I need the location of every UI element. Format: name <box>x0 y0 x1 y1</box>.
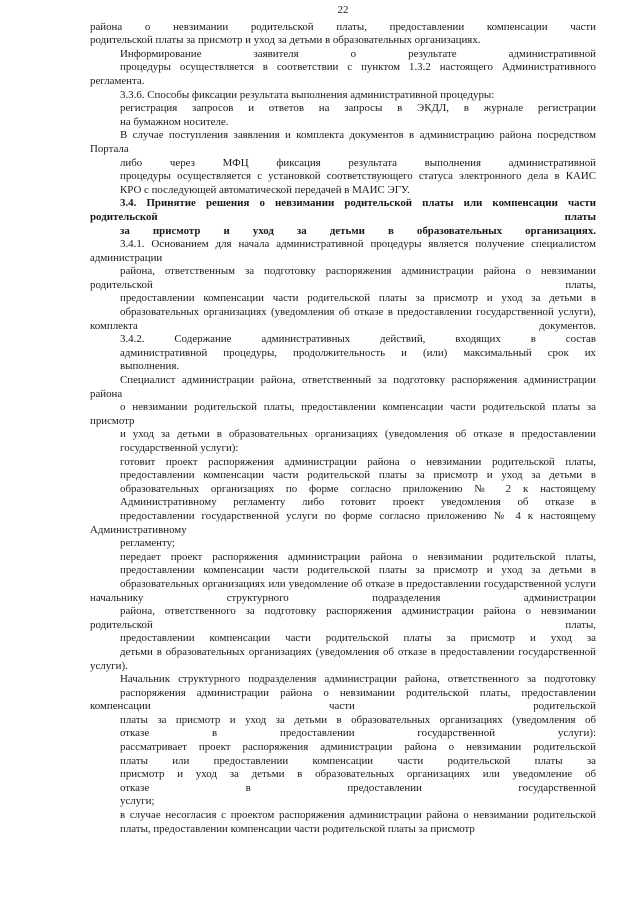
paragraph: готовит проект распоряжения администрации района о невзимании родительской платы, предоставлении компенсации части родительской платы за присмотр и уход за детьми в образовательных организациях по форме согласно приложению № 2 к настоящему Административному регламенту либо готовит проект уведомления об отказе в предоставлении государственной услуги по форме согласно приложению № 4 к настоящему Административному регламенту; <box>90 455 596 550</box>
paragraph: Специалист администрации района, ответственный за подготовку распоряжения администрации района о невзимании родительской платы, предоставлении компенсации части родительской платы за присмотр и уход за детьми в образовательных организациях (уведомления об отказе в предоставлении государственной услуги): <box>90 374 596 454</box>
paragraph: 3.4.2. Содержание административных действий, входящих в состав административной процедуры, продолжительность и (или) максимальный срок их выполнения. <box>120 333 596 373</box>
paragraph: В случае поступления заявления и комплекта документов в администрацию района посредством Портала либо через МФЦ фиксация результата выполнения административной процедуры осуществляется с установкой соответствующего статуса электронного дела в КАИС КРО с последующей автоматической передачей в МАИС ЭГУ. <box>90 129 596 196</box>
paragraph: 3.4. Принятие решения о невзимании родительской платы или компенсации части родительской платы за присмотр и уход за детьми в образовательных организациях. <box>90 197 596 237</box>
paragraph: Информирование заявителя о результате административной процедуры осуществляется в соответствии с пунктом 1.3.2 настоящего Административного регламента. <box>90 47 596 87</box>
paragraph: передает проект распоряжения администрации района о невзимании родительской платы, предоставлении компенсации части родительской платы за присмотр и уход за детьми в образовательных организациях или уведомление об отказе в предоставлении государственной услуги начальнику структурного подразделения администрации района, ответственного за подготовку распоряжения администрации района о невзимании родительской платы, предоставлении компенсации части родительской платы за присмотр и уход за детьми в образовательных организациях (уведомления об отказе в предоставлении государственной услуги). <box>90 550 596 672</box>
page-number: 22 <box>337 4 349 16</box>
document-page <box>90 4 596 836</box>
paragraph: рассматривает проект распоряжения администрации района о невзимании родительской платы или предоставлении компенсации части родительской платы за присмотр и уход за детьми в образовательных организациях или уведомление об отказе в предоставлении государственной услуги; <box>120 741 596 808</box>
paragraph: 3.3.6. Способы фиксации результата выполнения административной процедуры: <box>120 88 495 101</box>
paragraph: Начальник структурного подразделения администрации района, ответственного за подготовку распоряжения администрации района о невзимании родительской платы, предоставлении компенсации части родительской платы за присмотр и уход за детьми в образовательных организациях (уведомления об отказе в предоставлении государственной услуги): <box>90 673 596 740</box>
paragraph: в случае несогласия с проектом распоряжения администрации района о невзимании родительской платы, предоставлении компенсации части родительской платы за присмотр <box>120 809 596 835</box>
paragraph: района о невзимании родительской платы, предоставлении компенсации части родительской платы за присмотр и уход за детьми в образовательных организациях. <box>90 20 596 47</box>
document-body <box>90 21 596 837</box>
paragraph: регистрация запросов и ответов на запросы в ЭКДЛ, в журнале регистрации на бумажном носителе. <box>120 102 596 128</box>
paragraph: 3.4.1. Основанием для начала административной процедуры является получение специалистом администрации района, ответственным за подготовку распоряжения администрации района о невзимании родительской платы, предоставлении компенсации части родительской платы за присмотр и уход за детьми в образовательных организациях (уведомления об отказе в предоставлении государственной услуги), комплекта документов. <box>90 238 596 332</box>
